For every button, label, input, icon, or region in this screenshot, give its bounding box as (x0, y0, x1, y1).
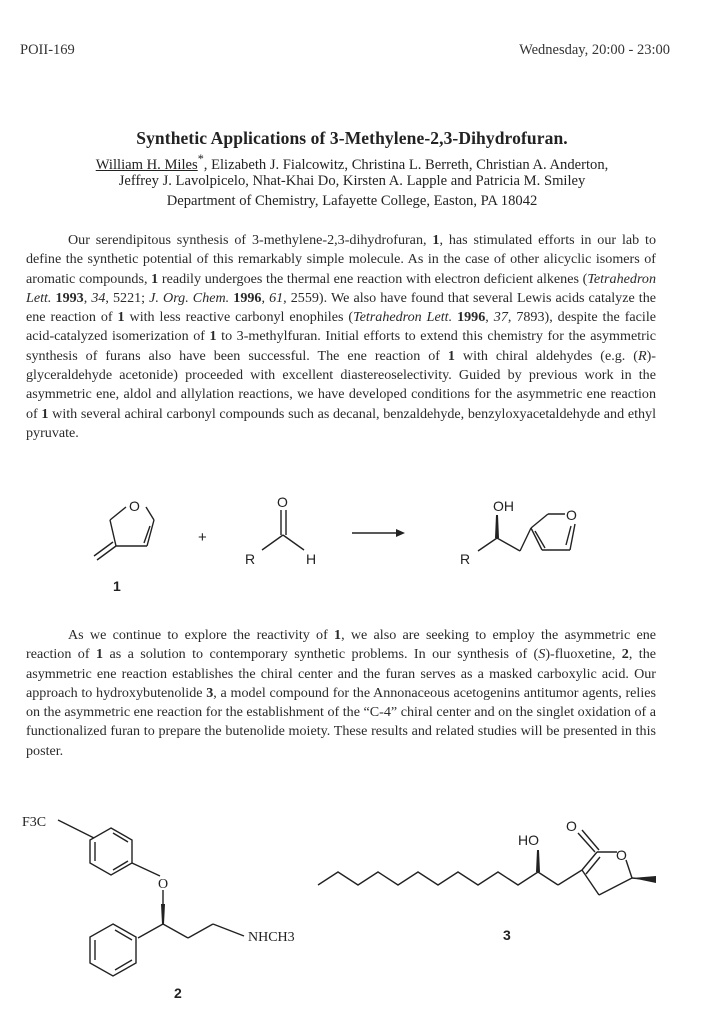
affiliation: Department of Chemistry, Lafayette College, Easton, PA 18042 (166, 193, 538, 209)
atom-h: H (306, 551, 317, 567)
aldehyde-structure (245, 494, 316, 567)
group-f3c: F3C (22, 815, 47, 830)
atom-r: R (460, 551, 471, 567)
compound-label-2: 2 (174, 985, 182, 1001)
atom-o: O (566, 507, 577, 523)
presenter-mark: * (197, 152, 204, 166)
ene-reaction-scheme (0, 490, 704, 605)
atom-o-ring: O (616, 847, 627, 863)
abstract-paragraph-1: Our serendipitous synthesis of 3-methylene-2,3-dihydrofuran, 1, has stimulated efforts in our lab to define the synthetic potential of this remarkably simple molecule. As in the case of other alicyclic isomers of aromatic compounds, 1 readily undergoes the thermal ene reaction with electron deficient alkenes (Tetrahedron Lett. 1993, 34, 5221; J. Org. Chem. 1996, 61, 2559). We also have found that several Lewis acids catalyze the ene reaction of 1 with less reactive carbonyl enophiles (Tetrahedron Lett. 1996, 37, 7893), despite the facile acid-catalyzed isomerization of 1 to 3-methylfuran. Initial efforts to extend this chemistry for the asymmetric synthesis of furans also have been successful. The ene reaction of 1 with chiral aldehydes (e.g. (R)-glyceraldehyde acetonide) proceeded with excellent diastereoselectivity. Guided by previous work in the asymmetric ene, aldol and allylation reactions, we have developed conditions for the asymmetric ene reaction of 1 with several achiral carbonyl compounds such as decanal, benzaldehyde, benzyloxyacetaldehyde and ethyl pyruvate. (26, 232, 657, 441)
group-ho: HO (518, 832, 539, 848)
hydroxybutenolide-structure (318, 818, 656, 895)
compound-label-1: 1 (113, 578, 121, 594)
atom-o: O (277, 494, 288, 510)
group-oh: OH (493, 498, 514, 514)
group-nhch3: NHCH3 (248, 930, 295, 945)
target-compounds-scheme (0, 800, 704, 1010)
session-schedule: Wednesday, 20:00 - 23:00 (519, 42, 670, 58)
atom-o-carbonyl: O (566, 818, 577, 834)
presenting-author: William H. Miles (95, 156, 198, 173)
methylene-dihydrofuran-structure (94, 498, 154, 560)
ene-product-structure (460, 498, 577, 567)
authors-line-2: Jeffrey J. Lavolpicelo, Nhat-Khai Do, Kirsten A. Lapple and Patricia M. Smiley (118, 173, 586, 189)
compound-label-3: 3 (503, 927, 511, 943)
poster-title: Synthetic Applications of 3-Methylene-2,3-Dihydrofuran. (136, 128, 568, 148)
atom-o: O (158, 877, 169, 892)
abstract-paragraph-2: As we continue to explore the reactivity of 1, we also are seeking to employ the asymmetric ene reaction of 1 as a solution to contemporary synthetic problems. In our synthesis of (S)-fluoxetine, 2, the asymmetric ene reaction establishes the chiral center and the furan serves as a masked carboxylic acid. Our approach to hydroxybutenolide 3, a model compound for the Annonaceous acetogenins antitumor agents, relies on the asymmetric ene reaction for the establishment of the “C-4” chiral center and on the singlet oxidation of a functionalized furan to prepare the butenolide moiety. These results and related studies will be presented in this poster. (26, 627, 657, 759)
fluoxetine-structure (22, 815, 295, 976)
session-code: POII-169 (20, 42, 75, 58)
plus-sign: + (198, 529, 207, 546)
reaction-arrow (352, 529, 405, 537)
atom-r: R (245, 551, 256, 567)
coauthors-1: , Elizabeth J. Fialcowitz, Christina L. Berreth, Christian A. Anderton, (203, 156, 609, 173)
atom-o: O (129, 498, 140, 514)
authors-line-1 (0, 152, 704, 174)
